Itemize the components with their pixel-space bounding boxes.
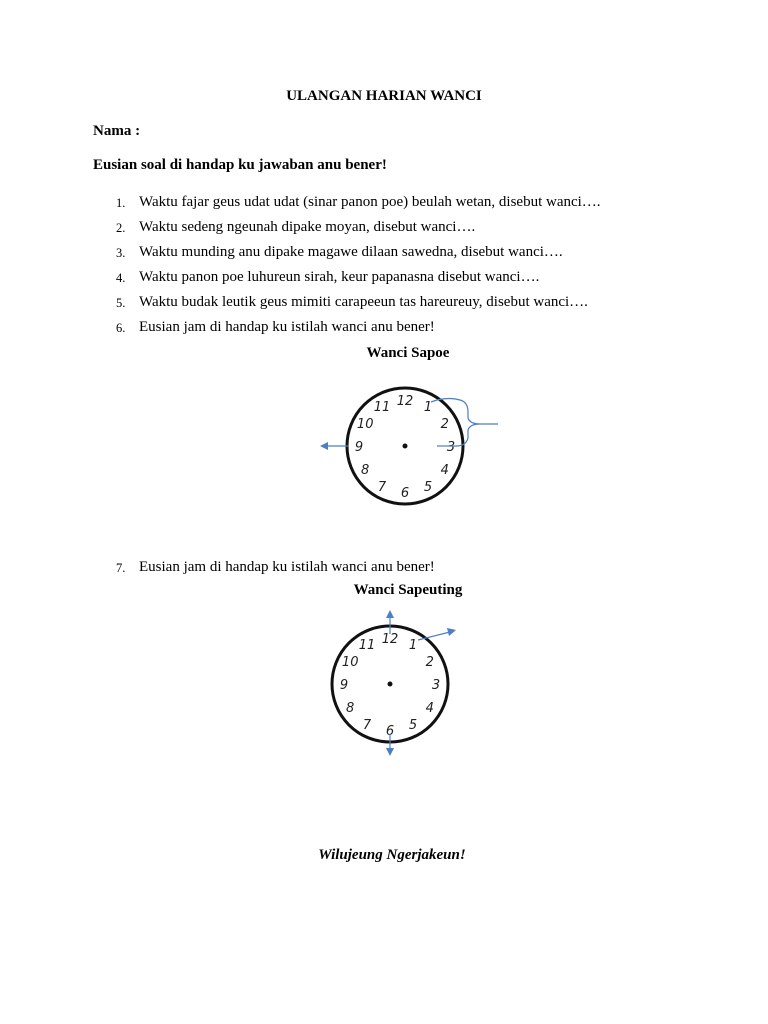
arrow-down-head (386, 748, 394, 756)
clock-number: 11 (373, 400, 391, 416)
question-text: Waktu sedeng ngeunah dipake moyan, disebut wanci…. (139, 219, 476, 235)
clock-number: 5 (423, 479, 433, 495)
clock-number: 4 (440, 463, 449, 478)
clock-number: 3 (431, 678, 441, 693)
question-number: 3. (116, 246, 126, 260)
clock-number: 4 (425, 701, 434, 716)
clock-number: 5 (408, 717, 418, 733)
clock1-title: Wanci Sapoe (366, 345, 450, 361)
clock-number: 9 (354, 440, 364, 455)
clock-number: 12 (396, 394, 414, 409)
question-number: 1. (116, 196, 126, 210)
question-number: 6. (116, 321, 126, 335)
question-number: 5. (116, 296, 126, 310)
page-title: ULANGAN HARIAN WANCI (286, 88, 482, 104)
clock-center (403, 444, 408, 449)
clock-number: 1 (408, 638, 418, 654)
clock-number: 3 (446, 440, 456, 455)
clock-number: 2 (440, 417, 449, 432)
arrow-up-head (386, 610, 394, 618)
clock-number: 11 (358, 638, 376, 654)
question-text: Waktu munding anu dipake magawe dilaan sawedna, disebut wanci…. (139, 244, 563, 260)
arrow-left-head (320, 442, 328, 450)
question-number: 2. (116, 221, 126, 235)
night-clock-diagram (300, 610, 480, 760)
clock-number: 8 (346, 701, 355, 716)
clock-number: 6 (400, 486, 410, 501)
question-number: 4. (116, 271, 126, 285)
clock-number: 1 (423, 400, 433, 416)
closing-text: Wilujeung Ngerjakeun! (318, 847, 466, 863)
question-text: Waktu panon poe luhureun sirah, keur papanasna disebut wanci…. (139, 269, 540, 285)
clock-number: 7 (377, 479, 387, 495)
clock-center (388, 682, 393, 687)
question-text: Eusian jam di handap ku istilah wanci anu bener! (139, 319, 435, 335)
question-text: Eusian jam di handap ku istilah wanci anu bener! (139, 559, 435, 575)
clock-number: 8 (361, 463, 370, 478)
question-number: 7. (116, 561, 126, 575)
clock-number: 12 (381, 632, 399, 647)
clock-number: 2 (425, 655, 434, 670)
clock-number: 6 (385, 724, 395, 739)
clock-number: 7 (362, 717, 372, 733)
day-clock-diagram (300, 380, 520, 510)
clock-number: 10 (356, 417, 374, 432)
arrow-diagonal-head (447, 628, 456, 636)
clock-number: 10 (341, 655, 359, 670)
instruction-text: Eusian soal di handap ku jawaban anu bener! (93, 157, 387, 173)
clock2-title: Wanci Sapeuting (353, 582, 463, 598)
name-label: Nama : (93, 123, 141, 139)
clock-number: 9 (339, 678, 349, 693)
question-text: Waktu budak leutik geus mimiti carapeeun tas hareureuy, disebut wanci…. (139, 294, 588, 310)
question-text: Waktu fajar geus udat udat (sinar panon poe) beulah wetan, disebut wanci…. (139, 194, 601, 210)
